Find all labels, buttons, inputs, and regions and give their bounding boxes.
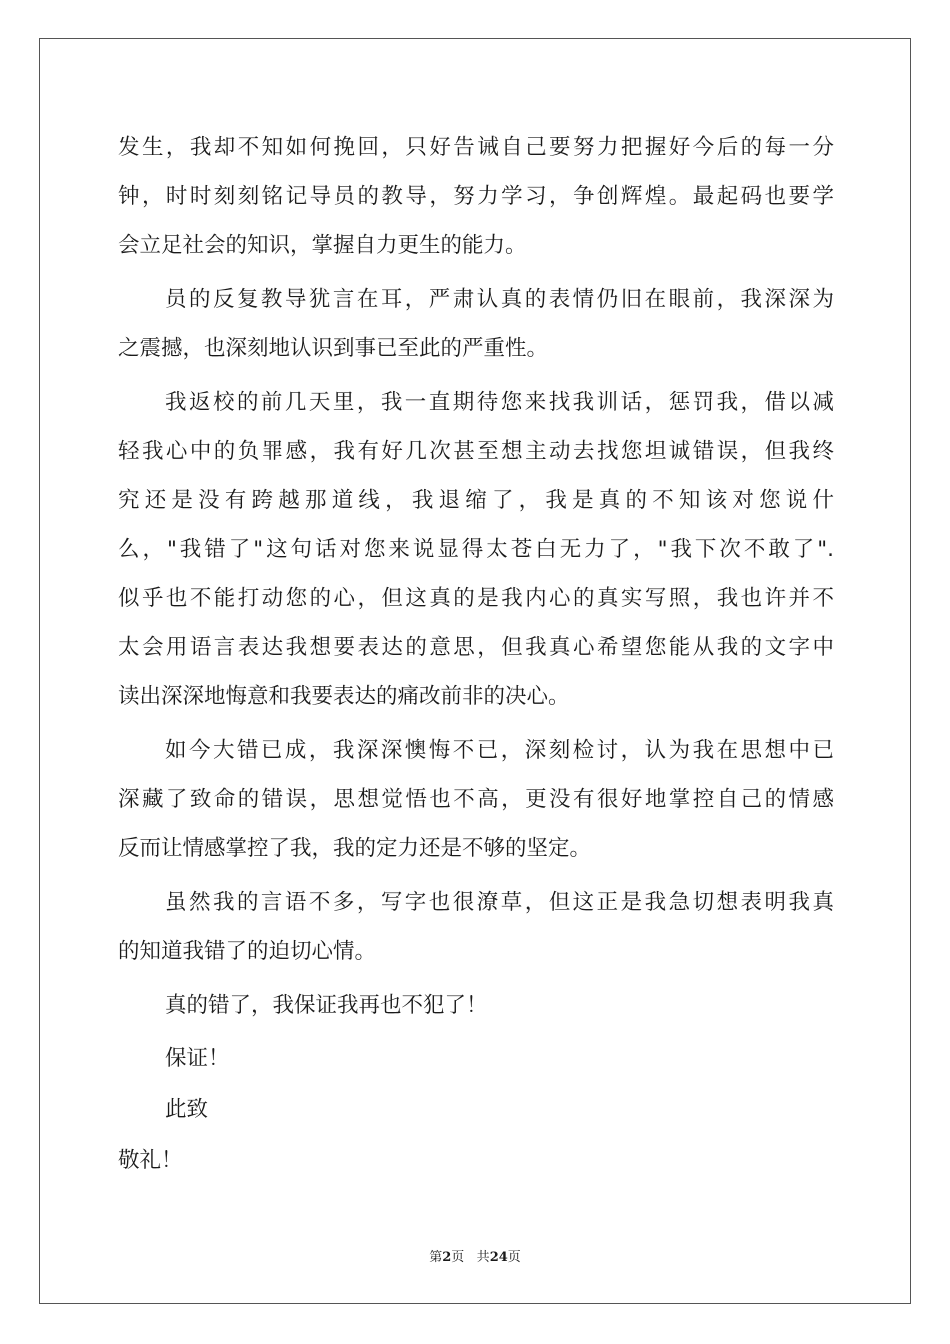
text-line: 究还是没有跨越那道线，我退缩了，我是真的不知该对您说什 — [118, 488, 834, 513]
text-line: 此致 — [165, 1097, 209, 1122]
total-suffix: 页 — [507, 1250, 521, 1265]
text-line: 反而让情感掌控了我，我的定力还是不够的坚定。 — [118, 836, 592, 861]
text-line: 发生，我却不知如何挽回，只好告诫自己要努力把握好今后的每一分 — [118, 135, 834, 160]
page-total: 24 — [489, 1250, 508, 1265]
text-line: 真的错了，我保证我再也不犯了！ — [165, 993, 488, 1018]
text-line: 虽然我的言语不多，写字也很潦草，但这正是我急切想表明我真 — [165, 890, 834, 915]
text-line: 之震撼，也深刻地认识到事已至此的严重性。 — [118, 336, 549, 361]
text-line: 深藏了致命的错误，思想觉悟也不高，更没有很好地掌控自己的情感 — [118, 787, 834, 812]
text-line: 敬礼！ — [118, 1148, 183, 1173]
text-line: 轻我心中的负罪感，我有好几次甚至想主动去找您坦诚错误，但我终 — [118, 439, 834, 464]
text-line: 么，"我错了"这句话对您来说显得太苍白无力了，"我下次不敢了". — [118, 537, 834, 562]
page-footer — [0, 1246, 950, 1265]
text-line: 员的反复教导犹言在耳，严肃认真的表情仍旧在眼前，我深深为 — [165, 287, 834, 312]
page-suffix: 页 — [451, 1250, 465, 1265]
text-line: 如今大错已成，我深深懊悔不已，深刻检讨，认为我在思想中已 — [165, 738, 834, 763]
text-line: 会立足社会的知识，掌握自力更生的能力。 — [118, 233, 527, 258]
text-line: 钟，时时刻刻铭记导员的教导，努力学习，争创辉煌。最起码也要学 — [118, 184, 834, 209]
text-line: 似乎也不能打动您的心，但这真的是我内心的真实写照，我也许并不 — [118, 586, 834, 611]
text-line: 太会用语言表达我想要表达的意思，但我真心希望您能从我的文字中 — [118, 635, 834, 660]
text-line: 我返校的前几天里，我一直期待您来找我训话，惩罚我，借以减 — [165, 390, 834, 415]
total-prefix: 共 — [476, 1250, 490, 1265]
text-line: 保证！ — [165, 1046, 230, 1071]
page-current: 2 — [442, 1250, 452, 1265]
page-prefix: 第 — [429, 1250, 443, 1265]
text-line: 的知道我错了的迫切心情。 — [118, 939, 377, 964]
text-line: 读出深深地悔意和我要表达的痛改前非的决心。 — [118, 684, 570, 709]
